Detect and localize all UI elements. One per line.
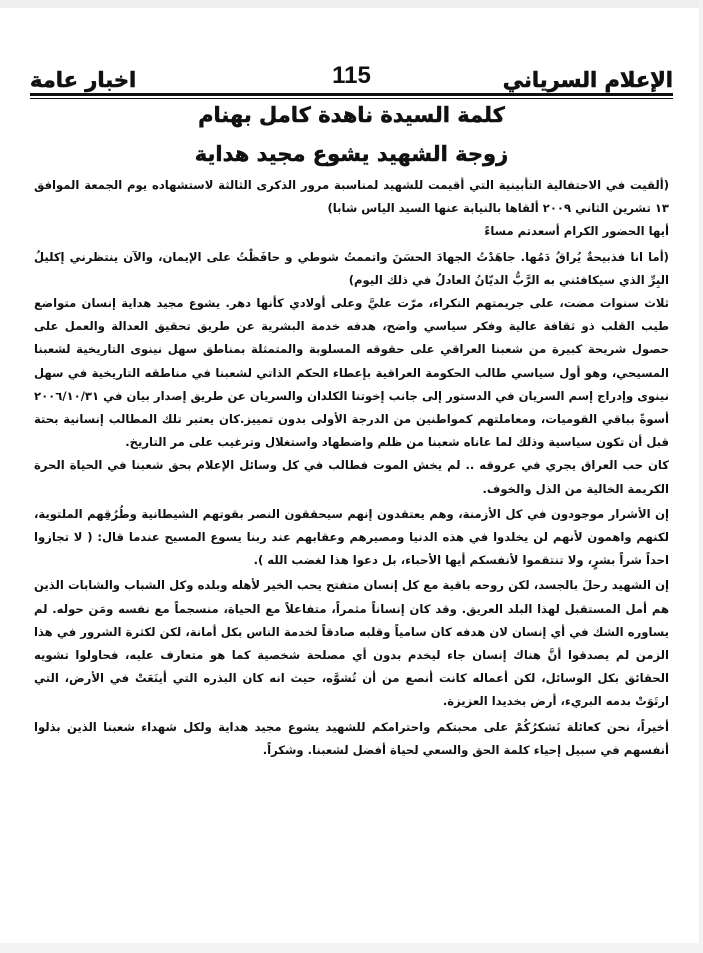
article-title: كلمة السيدة ناهدة كامل بهنام [198,103,505,127]
body-paragraph: كان حب العراق يجري في عروقه .. لم يخش الموت فطالب في كل وسائل الإعلام بحق شعبنا في الحياة الحرة الكريمة الخالية من الذل والخوف. [34,458,669,496]
body-paragraph: إن الشهيد رحلَ بالجسد، لكن روحه باقية مع كل إنسان متفتح يحب الخير لأهله وبلده وكل الشباب والشابات الذين هم أمل المستقبل لهذا البلد العريق. وقد كان إنساناً مثمراً، متفاعلاً مع الحياة، منسجماً مع نفسه ومَن حوله. لم يساوره الشك في أي إنسان لان هدفه كان سامياً وقلبه صادقاً لخدمة الناس بكل أمانة، لكن لكثرة الشرور في هذا الزمن لم يصدقوا أنَّ هناك إنسان جاء ليخدم بدون أي مصلحة شخصية كما هو متعارف عليه، فحاولوا تشويه الحقائق بكل الوسائل، لكن أعماله كانت أنصع من أن تُشوَّه، حيث انه كان البذره التي أينَعَتْ في الأرض، التي ارتَوَتْ بدمه البريء، أرض بخديدا العزيزة. [34,578,669,709]
greeting: أيها الحضور الكرام أسعدتم مساءً [484,224,669,239]
body-paragraph: ثلاث سنوات مضت، على جريمتهم النكراء، مرّت عليَّ وعلى أولادي كأنها دهر. يشوع مجيد هداية إنسان متواضع طيب القلب ذو ثقافة عالية وفكر سياسي واضح، هدفه خدمة البشرية عن طريق تحقيق العدالة والعمل على حصول شريحة كبيرة من شعبنا العراقي على حقوقه المسلوبة والمتمثلة بمناطق سهل نينوى التاريخية لشعبنا المسيحي، وهو أول سياسي طالب الحكومة العراقية بإعطاء الحكم الذاتي لشعبنا في مناطقه التاريخية في سهل نينوى وإدراج إسم السريان في الدستور إلى جانب إخوتنا الكلدان والسريان عن طريق إصدار بيان في ٢٠٠٦/١٠/٣١ أسوةً بباقي القوميات، ومعاملتهم كمواطنين من الدرجة الأولى بدون تمييز.كان يعتبر تلك المطالب إنسانية بحتة قبل أن تكون سياسية وذلك لما عاناه شعبنا من ظلم واضطهاد واستغلال وترغيب على مر التاريخ. [34,296,669,450]
scan-border-bottom [0,943,703,953]
closing-paragraph: أخيراً، نحن كعائلة نَشكرُكُمْ على محبتكم واحترامكم للشهيد يشوع مجيد هداية ولكل شهداء شعبنا الذين بذلوا أنفسهم في سبيل إحياء كلمة الحق والسعي لحياة أفضل لشعبنا. وشكراً. [34,719,669,757]
header-rule [30,93,673,96]
article-subtitle: زوجة الشهيد يشوع مجيد هداية [194,142,509,166]
header-rule-thin [30,98,673,99]
scripture-quote: (أما انا فذبيحةٌ يُراقُ دَمُها. جاهَدْتُ الجهادَ الحسَنَ واتممتُ شوطي و حافَظْتُ على الإيمان، والآن ينتظرني إكليلُ البِرِّ الذي سيكافئني به الرَّبُّ الديّانُ العادلُ في ذلك اليوم) [34,249,669,287]
scan-border-right [699,0,703,953]
body-paragraph: إن الأشرار موجودون في كل الأزمنة، وهم يعتقدون إنهم سيحققون النصر بقوتهم الشيطانية وطُرُقِهم الملتوية، لكنهم واهمون لأنهم لن يخلدوا في هذه الدنيا ومصيرهم وعقابهم عند ربنا يسوع المسيح عندما قال: ( لا تجازوا احداً شراً بشرٍ، ولا تنتقموا لأنفسكم أيها الأحباء، بل دعوا هذا لغضب الله ). [34,506,669,568]
scan-border-top [0,0,703,8]
intro-note: (ألقيت في الاحتفالية التأبينية التي أقيمت للشهيد لمناسبة مرور الذكرى الثالثة لاستشهاده يوم الجمعة الموافق ١٣ تشرين الثاني ٢٠٠٩ ألقاها بالنيابة عنها السيد الياس شابا) [34,178,669,216]
section-label: اخبار عامة [30,68,137,92]
page-number: 115 [332,62,371,89]
article-body [34,174,669,762]
running-header [30,62,673,94]
publication-name: الإعلام السرياني [502,68,673,92]
